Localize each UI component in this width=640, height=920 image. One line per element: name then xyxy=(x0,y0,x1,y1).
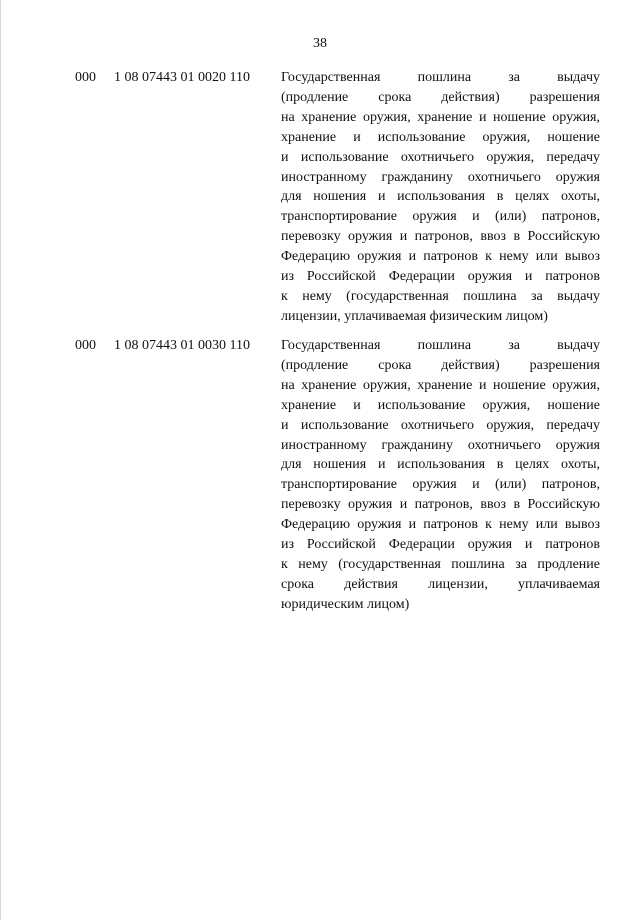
description-line: и использование охотничьего оружия, передачу xyxy=(281,417,600,433)
description-line: к нему (государственная пошлина за продление xyxy=(281,556,600,572)
administrator-code: 000 xyxy=(75,70,96,85)
description-line: хранение и использование оружия, ношение xyxy=(281,129,600,145)
description-line: на хранение оружия, хранение и ношение оружия, xyxy=(281,377,600,393)
budget-classification-code: 1 08 07443 01 0030 110 xyxy=(114,338,250,353)
description-line: срока действия лицензии, уплачиваемая xyxy=(281,576,600,592)
description-line: (продление срока действия) разрешения xyxy=(281,357,600,373)
description-line: на хранение оружия, хранение и ношение оружия, xyxy=(281,109,600,125)
description-line: иностранному гражданину охотничьего оружия xyxy=(281,169,600,185)
description-line: из Российской Федерации оружия и патронов xyxy=(281,537,600,553)
description-line: из Российской Федерации оружия и патронов xyxy=(281,269,600,285)
description-line: хранение и использование оружия, ношение xyxy=(281,397,600,413)
description-line: лицензии, уплачиваемая физическим лицом) xyxy=(281,308,548,324)
budget-classification-code: 1 08 07443 01 0020 110 xyxy=(114,70,250,85)
description-line: перевозку оружия и патронов, ввоз в Российскую xyxy=(281,229,600,245)
description-line: Государственная пошлина за выдачу xyxy=(281,338,600,353)
description-line: Федерацию оружия и патронов к нему или вывоз xyxy=(281,517,600,533)
description-line: транспортирование оружия и (или) патронов, xyxy=(281,477,600,493)
fee-description xyxy=(281,336,600,615)
description-line: и использование охотничьего оружия, передачу xyxy=(281,149,600,165)
description-line: Государственная пошлина за выдачу xyxy=(281,70,600,85)
description-line: перевозку оружия и патронов, ввоз в Российскую xyxy=(281,497,600,513)
description-line: для ношения и использования в целях охоты, xyxy=(281,189,600,205)
administrator-code: 000 xyxy=(75,338,96,353)
fee-description xyxy=(281,68,600,327)
description-line: для ношения и использования в целях охоты, xyxy=(281,457,600,473)
scan-edge-line xyxy=(0,0,1,920)
description-line: (продление срока действия) разрешения xyxy=(281,89,600,105)
description-line: транспортирование оружия и (или) патронов, xyxy=(281,209,600,225)
description-line: Федерацию оружия и патронов к нему или вывоз xyxy=(281,249,600,265)
description-line: к нему (государственная пошлина за выдачу xyxy=(281,288,600,304)
description-line: иностранному гражданину охотничьего оружия xyxy=(281,437,600,453)
page-number: 38 xyxy=(313,36,327,51)
description-line: юридическим лицом) xyxy=(281,596,410,612)
